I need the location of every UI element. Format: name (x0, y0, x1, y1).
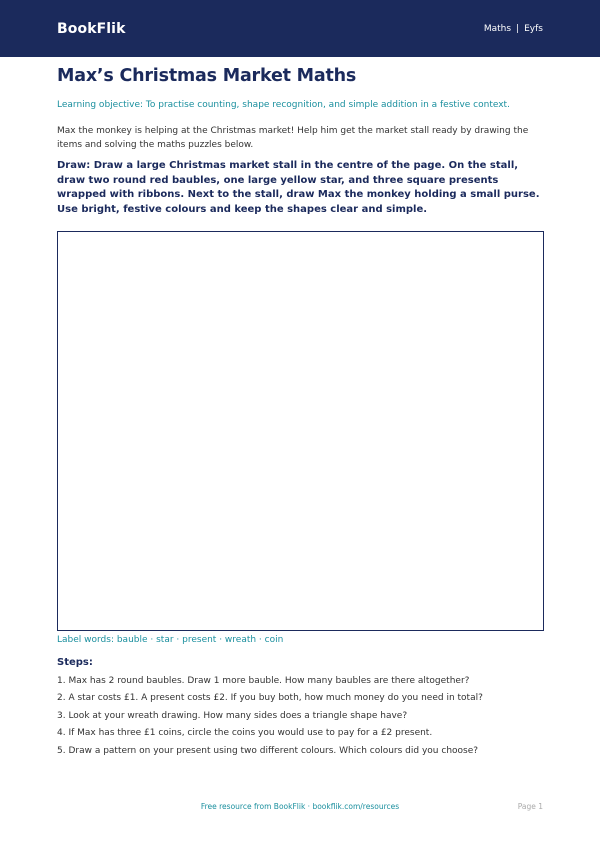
draw-instruction: Draw: Draw a large Christmas market stall in the centre of the page. On the stall, draw two round red baubles, one large yellow star, and three square presents wrapped with ribbons. Next to the stall, draw Max the monkey holding a small purse. Use bright, festive colours and keep the shapes clear and simple. (57, 160, 540, 215)
page-number: Page 1 (517, 802, 543, 811)
page-title: Max’s Christmas Market Maths (57, 66, 357, 86)
breadcrumb-item-maths[interactable]: Maths (483, 23, 512, 34)
breadcrumb-item-eyfs[interactable]: Eyfs (524, 23, 543, 34)
breadcrumb-separator: | (516, 23, 520, 34)
step-item: 1. Max has 2 round baubles. Draw 1 more bauble. How many baubles are there altogether? (57, 676, 470, 686)
drawing-area[interactable] (57, 231, 544, 631)
steps-list (57, 675, 547, 762)
step-item: 3. Look at your wreath drawing. How many sides does a triangle shape have? (57, 710, 408, 721)
label-words: Label words: bauble · star · present · wreath · coin (57, 635, 284, 645)
footer-resource-link[interactable]: Free resource from BookFlik · bookflik.com/resources (200, 802, 400, 811)
brand-logo-link[interactable]: BookFlik (57, 20, 126, 37)
step-item: 5. Draw a pattern on your present using two different colours. Which colours did you choose? (57, 745, 479, 756)
step-item: 4. If Max has three £1 coins, circle the coins you would use to pay for a £2 present. (57, 728, 433, 739)
steps-heading: Steps: (57, 657, 93, 668)
step-item: 2. A star costs £1. A present costs £2. If you buy both, how much money do you need in total? (57, 693, 483, 704)
top-bar (0, 0, 600, 57)
breadcrumb (484, 24, 543, 34)
learning-objective: Learning objective: To practise counting, shape recognition, and simple addition in a festive context. (57, 100, 510, 110)
intro-text: Max the monkey is helping at the Christmas market! Help him get the market stall ready by drawing the items and solving the maths puzzles below. (57, 126, 529, 150)
